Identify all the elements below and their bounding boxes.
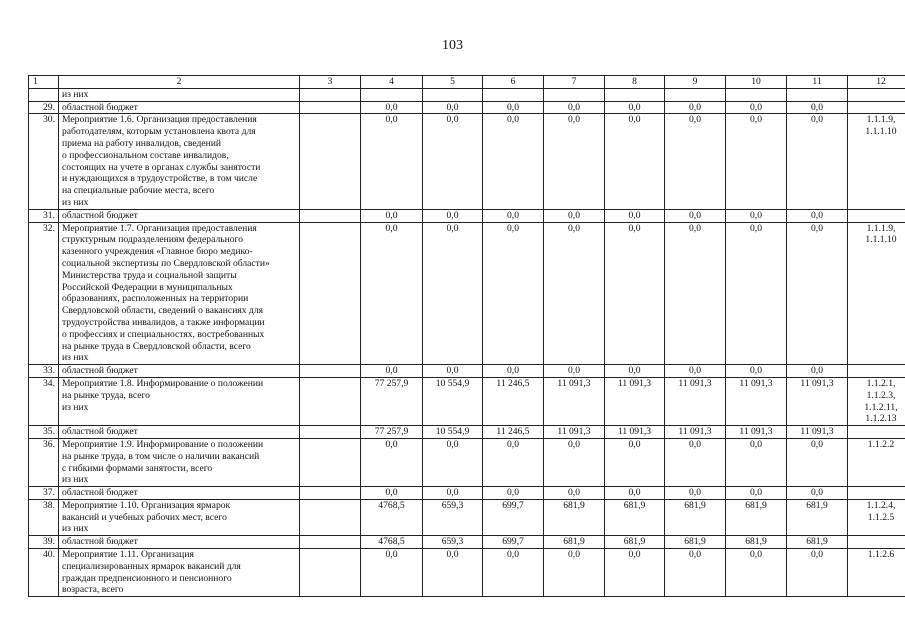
amount-cell	[787, 88, 848, 101]
amount-cell: 0,0	[483, 438, 544, 486]
table-row	[29, 101, 905, 114]
row-number: 34.	[29, 377, 59, 425]
amount-cell: 0,0	[787, 487, 848, 500]
amount-cell: 4768,5	[361, 499, 423, 535]
amount-cell	[361, 88, 423, 101]
activity-text-line: вакансий и учебных рабочих мест, всего	[62, 511, 227, 523]
amount-cell: 0,0	[605, 209, 665, 222]
amount-cell: 659,3	[423, 536, 483, 549]
amount-cell: 11 246,5	[483, 377, 544, 425]
amount-cell	[483, 88, 544, 101]
target-indicator-line: 1.1.1.9,	[866, 114, 896, 126]
amount-cell: 681,9	[605, 499, 665, 535]
table-row	[29, 438, 905, 486]
activity-text-line: работодателям, которым установлена квота для	[62, 126, 256, 138]
activity-name	[59, 101, 300, 114]
activity-text-line: из них	[62, 352, 89, 364]
amount-cell	[605, 88, 665, 101]
amount-cell: 0,0	[544, 101, 605, 114]
amount-cell: 11 091,3	[605, 377, 665, 425]
activity-text-line: областной бюджет	[62, 365, 138, 377]
amount-cell: 0,0	[544, 114, 605, 209]
activity-name	[59, 88, 300, 101]
row-number: 36.	[29, 438, 59, 486]
amount-cell: 0,0	[361, 209, 423, 222]
amount-cell: 0,0	[787, 209, 848, 222]
activity-text-line: с гибкими формами занятости, всего	[62, 462, 213, 474]
amount-cell: 0,0	[787, 365, 848, 378]
activity-text-line: из них	[62, 523, 89, 535]
amount-cell: 699,7	[483, 499, 544, 535]
amount-cell	[423, 88, 483, 101]
activity-text-line: на специальные рабочие места, всего	[62, 185, 215, 197]
target-indicator-line: 1.1.1.10	[865, 234, 897, 246]
column-3-cell	[300, 426, 361, 439]
activity-text-line: областной бюджет	[62, 209, 138, 221]
activity-name	[59, 536, 300, 549]
amount-cell: 0,0	[423, 222, 483, 365]
activity-text-line: казенного учреждения «Главное бюро медико-	[62, 246, 253, 258]
amount-cell: 11 091,3	[605, 426, 665, 439]
target-indicator-ref	[848, 536, 905, 549]
table-row	[29, 209, 905, 222]
activity-name	[59, 209, 300, 222]
amount-cell: 0,0	[423, 438, 483, 486]
table-row	[29, 499, 905, 535]
amount-cell: 0,0	[665, 365, 726, 378]
activity-text-line: Свердловской области, сведений о вакансиях для	[62, 305, 264, 317]
activity-text-line: из них	[62, 474, 89, 486]
target-indicator-ref	[848, 365, 905, 378]
amount-cell: 0,0	[361, 222, 423, 365]
amount-cell: 0,0	[787, 101, 848, 114]
column-3-cell	[300, 487, 361, 500]
amount-cell: 0,0	[726, 114, 787, 209]
column-number-11: 11	[787, 76, 848, 89]
activity-text-line: структурным подразделениям федерального	[62, 234, 244, 246]
amount-cell: 0,0	[483, 222, 544, 365]
target-indicator-line: 1.1.2.3,	[866, 389, 896, 401]
column-3-cell	[300, 114, 361, 209]
activity-name	[59, 438, 300, 486]
activity-text-line: Мероприятие 1.11. Организация	[62, 549, 194, 561]
amount-cell: 11 091,3	[787, 426, 848, 439]
activity-text-line: о профессиональном составе инвалидов,	[62, 149, 229, 161]
column-3-cell	[300, 536, 361, 549]
activity-text-line: Мероприятие 1.6. Организация предоставления	[62, 114, 257, 126]
target-indicator-ref	[848, 487, 905, 500]
activity-text-line: образованиях, расположенных на территории	[62, 293, 249, 305]
table-row	[29, 222, 905, 365]
amount-cell: 11 091,3	[787, 377, 848, 425]
target-indicator-line: 1.1.1.10	[865, 126, 897, 138]
row-number: 35.	[29, 426, 59, 439]
amount-cell: 681,9	[665, 499, 726, 535]
amount-cell: 0,0	[726, 438, 787, 486]
amount-cell: 0,0	[483, 209, 544, 222]
target-indicator-ref	[848, 377, 905, 425]
activity-text-line: областной бюджет	[62, 487, 138, 499]
amount-cell: 0,0	[483, 101, 544, 114]
amount-cell: 0,0	[605, 101, 665, 114]
amount-cell	[544, 88, 605, 101]
amount-cell: 681,9	[787, 536, 848, 549]
amount-cell: 11 091,3	[726, 377, 787, 425]
amount-cell: 0,0	[423, 487, 483, 500]
amount-cell: 0,0	[423, 209, 483, 222]
target-indicator-line: 1.1.2.6	[867, 549, 895, 561]
amount-cell: 0,0	[787, 549, 848, 597]
column-3-cell	[300, 549, 361, 597]
amount-cell: 0,0	[665, 438, 726, 486]
activity-text-line: состоящих на учете в органах службы занятости	[62, 161, 261, 173]
amount-cell: 0,0	[483, 487, 544, 500]
amount-cell: 0,0	[665, 114, 726, 209]
activity-name	[59, 487, 300, 500]
amount-cell: 0,0	[361, 438, 423, 486]
column-3-cell	[300, 88, 361, 101]
target-indicator-line: 1.1.2.13	[865, 413, 897, 425]
amount-cell: 681,9	[605, 536, 665, 549]
activity-text-line: на рынке труда, в том числе о наличии вакансий	[62, 450, 260, 462]
table-row	[29, 549, 905, 597]
amount-cell: 0,0	[544, 549, 605, 597]
row-number: 37.	[29, 487, 59, 500]
amount-cell: 0,0	[483, 114, 544, 209]
amount-cell: 0,0	[544, 365, 605, 378]
amount-cell: 0,0	[605, 438, 665, 486]
page-number: 103	[442, 38, 463, 53]
row-number: 30.	[29, 114, 59, 209]
row-number: 39.	[29, 536, 59, 549]
row-number: 32.	[29, 222, 59, 365]
column-number-8: 8	[605, 76, 665, 89]
amount-cell: 0,0	[605, 222, 665, 365]
amount-cell: 10 554,9	[423, 426, 483, 439]
amount-cell: 0,0	[361, 365, 423, 378]
amount-cell: 0,0	[544, 438, 605, 486]
target-indicator-line: 1.1.2.4,	[866, 499, 896, 511]
target-indicator-line: 1.1.2.11,	[864, 401, 898, 413]
table-row	[29, 365, 905, 378]
target-indicator-ref	[848, 101, 905, 114]
amount-cell: 0,0	[423, 101, 483, 114]
activity-text-line: Мероприятие 1.8. Информирование о положении	[62, 377, 264, 389]
column-number-7: 7	[544, 76, 605, 89]
column-3-cell	[300, 209, 361, 222]
activity-name	[59, 377, 300, 425]
column-3-cell	[300, 499, 361, 535]
amount-cell: 699,7	[483, 536, 544, 549]
activity-text-line: и нуждающихся в трудоустройстве, в том числе	[62, 173, 258, 185]
amount-cell: 77 257,9	[361, 377, 423, 425]
amount-cell: 681,9	[726, 536, 787, 549]
column-3-cell	[300, 377, 361, 425]
amount-cell: 0,0	[787, 222, 848, 365]
row-number	[29, 88, 59, 101]
amount-cell: 681,9	[544, 536, 605, 549]
target-indicator-line: 1.1.2.1,	[866, 377, 896, 389]
amount-cell: 4768,5	[361, 536, 423, 549]
amount-cell: 0,0	[665, 209, 726, 222]
amount-cell	[726, 88, 787, 101]
target-indicator-ref	[848, 549, 905, 597]
target-indicator-ref	[848, 222, 905, 365]
row-number: 33.	[29, 365, 59, 378]
activity-name	[59, 365, 300, 378]
activity-name	[59, 426, 300, 439]
amount-cell: 681,9	[544, 499, 605, 535]
column-number-12: 12	[848, 76, 905, 89]
activity-text-line: Министерства труда и социальной защиты	[62, 269, 237, 281]
activity-text-line: на рынке труда, всего	[62, 389, 150, 401]
column-number-2: 2	[59, 76, 300, 89]
amount-cell: 0,0	[665, 222, 726, 365]
amount-cell: 11 091,3	[544, 426, 605, 439]
target-indicator-line: 1.1.1.9,	[866, 222, 896, 234]
amount-cell: 0,0	[665, 487, 726, 500]
column-3-cell	[300, 101, 361, 114]
amount-cell: 0,0	[726, 209, 787, 222]
column-3-cell	[300, 365, 361, 378]
amount-cell: 0,0	[726, 222, 787, 365]
amount-cell: 0,0	[605, 487, 665, 500]
activity-name	[59, 499, 300, 535]
column-3-cell	[300, 438, 361, 486]
amount-cell: 0,0	[361, 549, 423, 597]
target-indicator-ref	[848, 114, 905, 209]
amount-cell: 0,0	[726, 365, 787, 378]
amount-cell: 0,0	[423, 365, 483, 378]
amount-cell: 0,0	[483, 549, 544, 597]
activity-text-line: социальной экспертизы по Свердловской области»	[62, 257, 270, 269]
table-row	[29, 536, 905, 549]
amount-cell: 0,0	[423, 114, 483, 209]
target-indicator-ref	[848, 88, 905, 101]
amount-cell: 0,0	[423, 549, 483, 597]
table-row	[29, 114, 905, 209]
amount-cell: 0,0	[361, 487, 423, 500]
activity-text-line: из них	[62, 401, 89, 413]
amount-cell: 0,0	[787, 114, 848, 209]
amount-cell: 0,0	[726, 101, 787, 114]
activity-text-line: областной бюджет	[62, 426, 138, 438]
amount-cell: 11 091,3	[665, 426, 726, 439]
amount-cell: 0,0	[665, 101, 726, 114]
target-indicator-ref	[848, 499, 905, 535]
row-number: 38.	[29, 499, 59, 535]
table-row	[29, 426, 905, 439]
activity-text-line: областной бюджет	[62, 536, 138, 548]
activity-text-line: трудоустройства инвалидов, а также информации	[62, 316, 265, 328]
amount-cell: 0,0	[483, 365, 544, 378]
table-row	[29, 377, 905, 425]
amount-cell: 0,0	[361, 114, 423, 209]
target-indicator-line: 1.1.2.2	[867, 438, 895, 450]
program-activities-table	[28, 75, 905, 597]
activity-text-line: областной бюджет	[62, 101, 138, 113]
target-indicator-line: 1.1.2.5	[867, 511, 895, 523]
amount-cell: 10 554,9	[423, 377, 483, 425]
activity-text-line: Мероприятие 1.7. Организация предоставления	[62, 222, 257, 234]
activity-text-line: возраста, всего	[62, 584, 124, 596]
activity-name	[59, 549, 300, 597]
row-number: 40.	[29, 549, 59, 597]
activity-text-line: приема на работу инвалидов, сведений	[62, 137, 221, 149]
amount-cell: 0,0	[726, 487, 787, 500]
column-number-5: 5	[423, 76, 483, 89]
column-number-3: 3	[300, 76, 361, 89]
column-number-6: 6	[483, 76, 544, 89]
activity-text-line: граждан предпенсионного и пенсионного	[62, 572, 232, 584]
amount-cell: 681,9	[726, 499, 787, 535]
target-indicator-ref	[848, 426, 905, 439]
amount-cell: 681,9	[665, 536, 726, 549]
amount-cell: 11 091,3	[544, 377, 605, 425]
amount-cell: 0,0	[787, 438, 848, 486]
activity-text-line: Мероприятие 1.10. Организация ярмарок	[62, 499, 231, 511]
activity-text-line: о профессиях и специальностях, востребованных	[62, 328, 265, 340]
amount-cell: 0,0	[605, 549, 665, 597]
activity-text-line: из них	[62, 88, 89, 100]
activity-name	[59, 222, 300, 365]
activity-text-line: специализированных ярмарок вакансий для	[62, 560, 241, 572]
activity-text-line: Российской Федерации в муниципальных	[62, 281, 233, 293]
amount-cell: 0,0	[605, 114, 665, 209]
activity-name	[59, 114, 300, 209]
amount-cell: 0,0	[361, 101, 423, 114]
amount-cell: 11 091,3	[726, 426, 787, 439]
target-indicator-ref	[848, 438, 905, 486]
amount-cell: 0,0	[544, 222, 605, 365]
column-number-10: 10	[726, 76, 787, 89]
column-number-1: 1	[29, 76, 59, 89]
amount-cell: 0,0	[605, 365, 665, 378]
target-indicator-ref	[848, 209, 905, 222]
amount-cell: 659,3	[423, 499, 483, 535]
amount-cell: 681,9	[787, 499, 848, 535]
table-row	[29, 88, 905, 101]
column-3-cell	[300, 222, 361, 365]
row-number: 29.	[29, 101, 59, 114]
amount-cell: 11 091,3	[665, 377, 726, 425]
column-number-4: 4	[361, 76, 423, 89]
column-number-row	[29, 76, 905, 89]
amount-cell: 11 246,5	[483, 426, 544, 439]
amount-cell: 0,0	[544, 487, 605, 500]
activity-text-line: Мероприятие 1.9. Информирование о положении	[62, 438, 264, 450]
amount-cell: 0,0	[665, 549, 726, 597]
row-number: 31.	[29, 209, 59, 222]
amount-cell: 0,0	[726, 549, 787, 597]
activity-text-line: из них	[62, 196, 89, 208]
column-number-9: 9	[665, 76, 726, 89]
amount-cell: 77 257,9	[361, 426, 423, 439]
amount-cell: 0,0	[544, 209, 605, 222]
activity-text-line: на рынке труда в Свердловской области, всего	[62, 340, 251, 352]
table-row	[29, 487, 905, 500]
amount-cell	[665, 88, 726, 101]
